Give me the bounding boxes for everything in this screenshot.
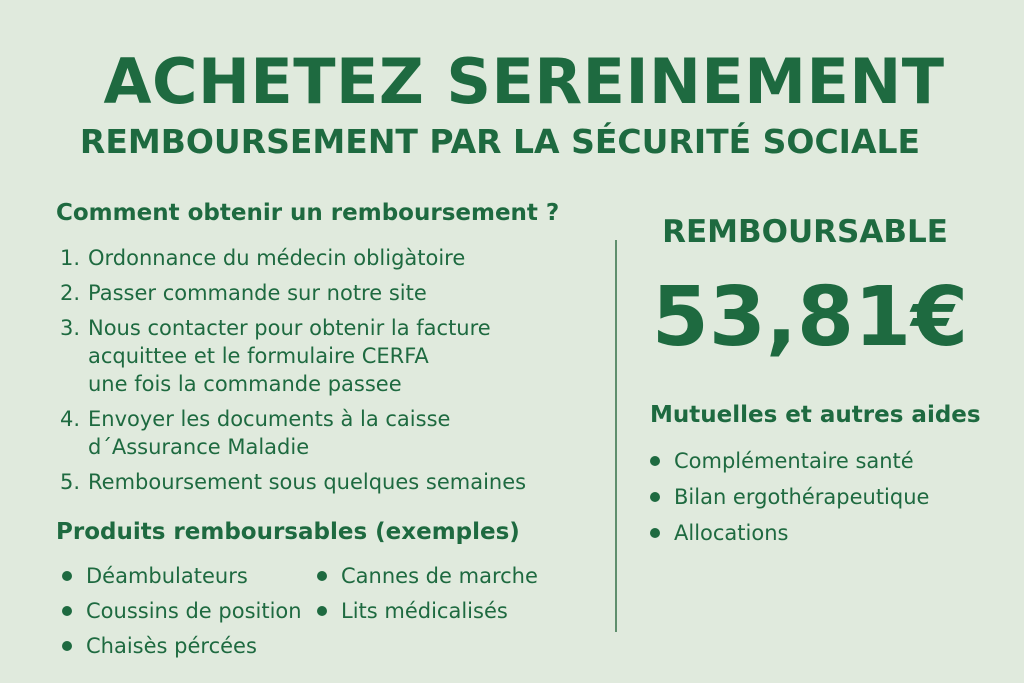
products-heading: Produits remboursables (exemples) <box>56 519 520 545</box>
step-number: 1. <box>60 246 81 270</box>
step-item <box>60 314 600 398</box>
product-item <box>62 597 317 625</box>
steps-list <box>60 244 600 503</box>
step-number: 3. <box>60 316 81 340</box>
step-text: Passer commande sur notre site <box>88 281 427 305</box>
aids-heading: Mutuelles et autres aides <box>650 402 981 428</box>
step-text: Envoyer les documents à la caisse d´Assurance Maladie <box>88 407 451 459</box>
steps-heading: Comment obtenir un remboursement ? <box>56 200 560 226</box>
product-item <box>62 632 317 660</box>
bullet-icon <box>650 492 660 502</box>
vertical-divider <box>615 240 617 632</box>
aid-item <box>650 483 990 511</box>
bullet-icon <box>62 571 72 581</box>
bullet-icon <box>62 606 72 616</box>
step-item <box>60 244 600 272</box>
bullet-icon <box>317 571 327 581</box>
bullet-icon <box>650 528 660 538</box>
step-item <box>60 405 600 461</box>
aid-item <box>650 447 990 475</box>
page-title: ACHETEZ SEREINEMENT <box>103 45 945 118</box>
product-label: Déambulateurs <box>86 564 248 588</box>
product-label: Coussins de position <box>86 599 302 623</box>
refund-amount: 53,81€ <box>651 270 969 365</box>
product-item <box>317 562 572 590</box>
aid-label: Complémentaire santé <box>674 449 914 473</box>
step-text: Ordonnance du médecin obligàtoire <box>88 246 466 270</box>
product-label: Lits médicalisés <box>341 599 508 623</box>
products-list <box>62 562 582 660</box>
step-text: Remboursement sous quelques semaines <box>88 470 527 494</box>
step-text: Nous contacter pour obtenir la facture acquittee et le formulaire CERFA une fois la commande passee <box>88 316 491 396</box>
product-label: Chaisès pércées <box>86 634 257 658</box>
product-item <box>317 597 572 625</box>
aids-list <box>650 447 990 555</box>
product-item <box>62 562 317 590</box>
step-item <box>60 279 600 307</box>
bullet-icon <box>317 606 327 616</box>
bullet-icon <box>62 641 72 651</box>
bullet-icon <box>650 456 660 466</box>
refund-label: REMBOURSABLE <box>662 214 948 250</box>
aid-item <box>650 519 990 547</box>
step-item <box>60 468 600 496</box>
page-subtitle: REMBOURSEMENT PAR LA SÉCURITÉ SOCIALE <box>79 122 921 161</box>
product-label: Cannes de marche <box>341 564 538 588</box>
step-number: 2. <box>60 281 81 305</box>
step-number: 5. <box>60 470 81 494</box>
step-number: 4. <box>60 407 81 431</box>
aid-label: Allocations <box>674 521 789 545</box>
aid-label: Bilan ergothérapeutique <box>674 485 930 509</box>
